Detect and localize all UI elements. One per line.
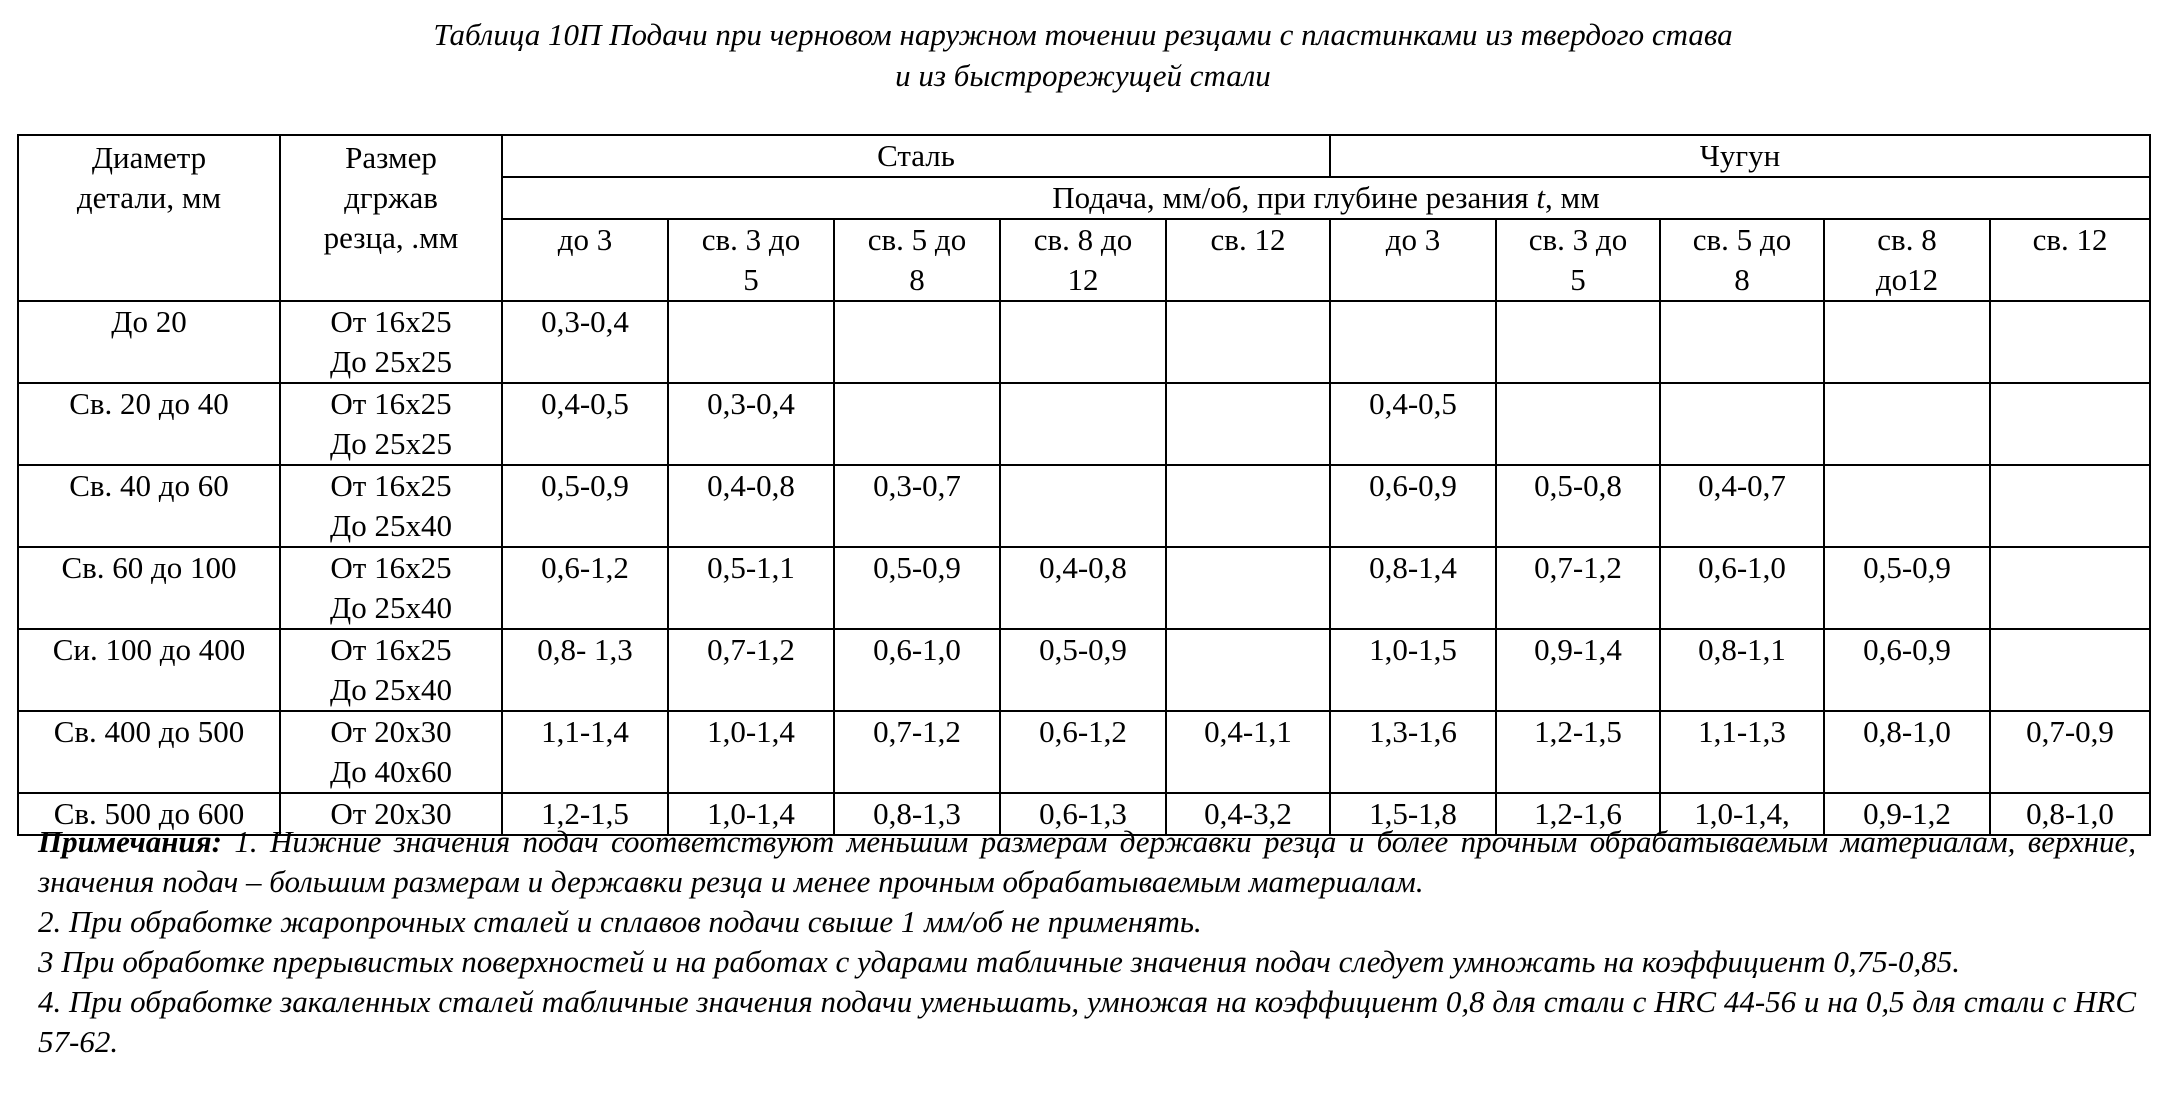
cell-feed-iron: 1,2-1,6 xyxy=(1496,793,1660,835)
cell-feed-iron xyxy=(1496,383,1660,465)
cell-feed-steel: 0,8- 1,3 xyxy=(502,629,668,711)
cell-feed-steel xyxy=(1000,465,1166,547)
cell-feed-iron xyxy=(1660,301,1824,383)
cell-diameter: До 20 xyxy=(18,301,280,383)
cell-feed-iron xyxy=(1990,547,2150,629)
cell-feed-iron xyxy=(1824,465,1990,547)
cell-feed-iron: 0,8-1,0 xyxy=(1824,711,1990,793)
cell-feed-steel: 1,0-1,4 xyxy=(668,793,834,835)
cell-feed-iron xyxy=(1330,301,1496,383)
table-title-line-2: и из быстрорежущей стали xyxy=(895,58,1271,93)
table-row xyxy=(18,547,2150,629)
cell-feed-steel xyxy=(1166,465,1330,547)
header-feed-depth-text: Подача, мм/об, при глубине резания t, мм xyxy=(1052,180,1600,215)
cell-feed-iron xyxy=(1824,301,1990,383)
note-3: 3 При обработке прерывистых поверхностей и на работах с ударами табличные значения подач следует умножать на коэффициент 0,75-0,85. xyxy=(38,944,1960,979)
notes xyxy=(38,822,2136,1062)
notes-heading: Примечания: xyxy=(38,824,222,859)
note-1-text: 1. Нижние значения подач соответствуют меньшим размерам державки резца и более прочным обрабатываемым материалам, верхние, значения подач – большим размерам и державки резца и менее прочным обрабатываемым материалам. xyxy=(38,824,2137,899)
cell-feed-steel: 0,4-0,8 xyxy=(1000,547,1166,629)
header-depth-iron-4: св. 8 до12 xyxy=(1824,219,1990,301)
cell-feed-steel: 0,6-1,2 xyxy=(1000,711,1166,793)
cell-feed-iron: 0,8-1,0 xyxy=(1990,793,2150,835)
cell-diameter: Си. 100 до 400 xyxy=(18,629,280,711)
header-depth-steel-2: св. 3 до 5 xyxy=(668,219,834,301)
cell-feed-steel: 0,3-0,4 xyxy=(668,383,834,465)
cell-diameter: Св. 40 до 60 xyxy=(18,465,280,547)
cell-feed-iron: 0,7-1,2 xyxy=(1496,547,1660,629)
cell-feed-iron: 0,9-1,2 xyxy=(1824,793,1990,835)
note-2: 2. При обработке жаропрочных сталей и сплавов подачи свыше 1 мм/об не применять. xyxy=(38,904,1202,939)
header-diameter: Диаметр детали, мм xyxy=(18,135,280,301)
header-depth-iron-5: св. 12 xyxy=(1990,219,2150,301)
cell-feed-steel: 0,5-1,1 xyxy=(668,547,834,629)
cell-feed-iron xyxy=(1660,383,1824,465)
table-title xyxy=(0,14,2166,96)
cell-diameter: Св. 500 до 600 xyxy=(18,793,280,835)
cell-feed-steel: 1,1-1,4 xyxy=(502,711,668,793)
cell-feed-iron: 0,8-1,4 xyxy=(1330,547,1496,629)
cell-feed-steel xyxy=(1000,383,1166,465)
cell-feed-iron: 1,2-1,5 xyxy=(1496,711,1660,793)
cell-holder-size: От 16x25 До 25x40 xyxy=(280,465,502,547)
note-1 xyxy=(38,822,2136,902)
cell-diameter: Св. 60 до 100 xyxy=(18,547,280,629)
cell-feed-iron: 0,7-0,9 xyxy=(1990,711,2150,793)
cell-feed-iron: 0,6-0,9 xyxy=(1824,629,1990,711)
cell-feed-iron: 1,1-1,3 xyxy=(1660,711,1824,793)
cell-feed-steel xyxy=(1166,301,1330,383)
cell-feed-steel: 0,7-1,2 xyxy=(834,711,1000,793)
header-depth-steel-1: до 3 xyxy=(502,219,668,301)
cell-feed-iron xyxy=(1990,465,2150,547)
cell-holder-size: От 16x25 До 25x40 xyxy=(280,547,502,629)
cell-feed-steel xyxy=(668,301,834,383)
header-depth-steel-4: св. 8 до 12 xyxy=(1000,219,1166,301)
cell-feed-steel xyxy=(1166,547,1330,629)
table-row xyxy=(18,465,2150,547)
cell-feed-steel xyxy=(1166,629,1330,711)
cell-feed-iron xyxy=(1990,383,2150,465)
cell-diameter: Св. 400 до 500 xyxy=(18,711,280,793)
table-title-line-1: Таблица 10П Подачи при черновом наружном точении резцами с пластинками из твердого става xyxy=(433,17,1733,52)
cell-feed-iron: 1,5-1,8 xyxy=(1330,793,1496,835)
header-depth-steel-3: св. 5 до 8 xyxy=(834,219,1000,301)
header-depth-steel-5: св. 12 xyxy=(1166,219,1330,301)
cell-feed-iron: 0,6-0,9 xyxy=(1330,465,1496,547)
cell-feed-iron xyxy=(1824,383,1990,465)
note-4: 4. При обработке закаленных сталей табличные значения подачи уменьшать, умножая на коэффициент 0,8 для стали с HRC 44-56 и на 0,5 для стали с HRC 57-62. xyxy=(38,984,2136,1059)
cell-feed-iron: 1,3-1,6 xyxy=(1330,711,1496,793)
cell-holder-size: От 20x30 xyxy=(280,793,502,835)
cell-feed-steel: 0,3-0,4 xyxy=(502,301,668,383)
cell-feed-iron xyxy=(1496,301,1660,383)
cell-feed-steel xyxy=(834,383,1000,465)
cell-feed-steel: 0,5-0,9 xyxy=(834,547,1000,629)
cell-feed-steel: 0,4-0,5 xyxy=(502,383,668,465)
cell-feed-iron: 0,4-0,5 xyxy=(1330,383,1496,465)
cell-feed-iron: 0,9-1,4 xyxy=(1496,629,1660,711)
cell-feed-iron xyxy=(1990,629,2150,711)
header-holder-size: Размер дгржав резца, .мм xyxy=(280,135,502,301)
cell-feed-iron: 1,0-1,5 xyxy=(1330,629,1496,711)
cell-feed-steel: 0,6-1,3 xyxy=(1000,793,1166,835)
cell-feed-steel: 0,6-1,0 xyxy=(834,629,1000,711)
cell-feed-steel: 0,6-1,2 xyxy=(502,547,668,629)
table-row xyxy=(18,629,2150,711)
table-body xyxy=(18,301,2150,835)
header-feed-depth xyxy=(502,177,2150,219)
feed-table xyxy=(17,134,2151,836)
cell-feed-steel: 0,8-1,3 xyxy=(834,793,1000,835)
header-iron: Чугун xyxy=(1330,135,2150,177)
cell-holder-size: От 16x25 До 25x25 xyxy=(280,383,502,465)
cell-holder-size: От 16x25 До 25x25 xyxy=(280,301,502,383)
cell-diameter: Св. 20 до 40 xyxy=(18,383,280,465)
cell-feed-iron: 0,5-0,9 xyxy=(1824,547,1990,629)
cell-feed-iron: 1,0-1,4, xyxy=(1660,793,1824,835)
header-depth-iron-1: до 3 xyxy=(1330,219,1496,301)
cell-feed-iron xyxy=(1990,301,2150,383)
cell-feed-steel: 0,4-1,1 xyxy=(1166,711,1330,793)
cell-feed-steel: 0,5-0,9 xyxy=(1000,629,1166,711)
cell-feed-steel: 0,5-0,9 xyxy=(502,465,668,547)
table-row xyxy=(18,383,2150,465)
cell-feed-steel xyxy=(1000,301,1166,383)
cell-feed-steel: 1,2-1,5 xyxy=(502,793,668,835)
cell-feed-steel: 0,4-3,2 xyxy=(1166,793,1330,835)
header-steel: Сталь xyxy=(502,135,1330,177)
cell-feed-steel: 0,7-1,2 xyxy=(668,629,834,711)
cell-feed-iron: 0,5-0,8 xyxy=(1496,465,1660,547)
header-depth-iron-2: св. 3 до 5 xyxy=(1496,219,1660,301)
header-depth-iron-3: св. 5 до 8 xyxy=(1660,219,1824,301)
cell-feed-steel: 0,4-0,8 xyxy=(668,465,834,547)
cell-feed-iron: 0,4-0,7 xyxy=(1660,465,1824,547)
cell-holder-size: От 16x25 До 25x40 xyxy=(280,629,502,711)
cell-feed-steel: 0,3-0,7 xyxy=(834,465,1000,547)
cell-feed-iron: 0,8-1,1 xyxy=(1660,629,1824,711)
cell-holder-size: От 20x30 До 40x60 xyxy=(280,711,502,793)
table-row xyxy=(18,711,2150,793)
cell-feed-iron: 0,6-1,0 xyxy=(1660,547,1824,629)
table-row xyxy=(18,301,2150,383)
cell-feed-steel xyxy=(834,301,1000,383)
cell-feed-steel xyxy=(1166,383,1330,465)
cell-feed-steel: 1,0-1,4 xyxy=(668,711,834,793)
